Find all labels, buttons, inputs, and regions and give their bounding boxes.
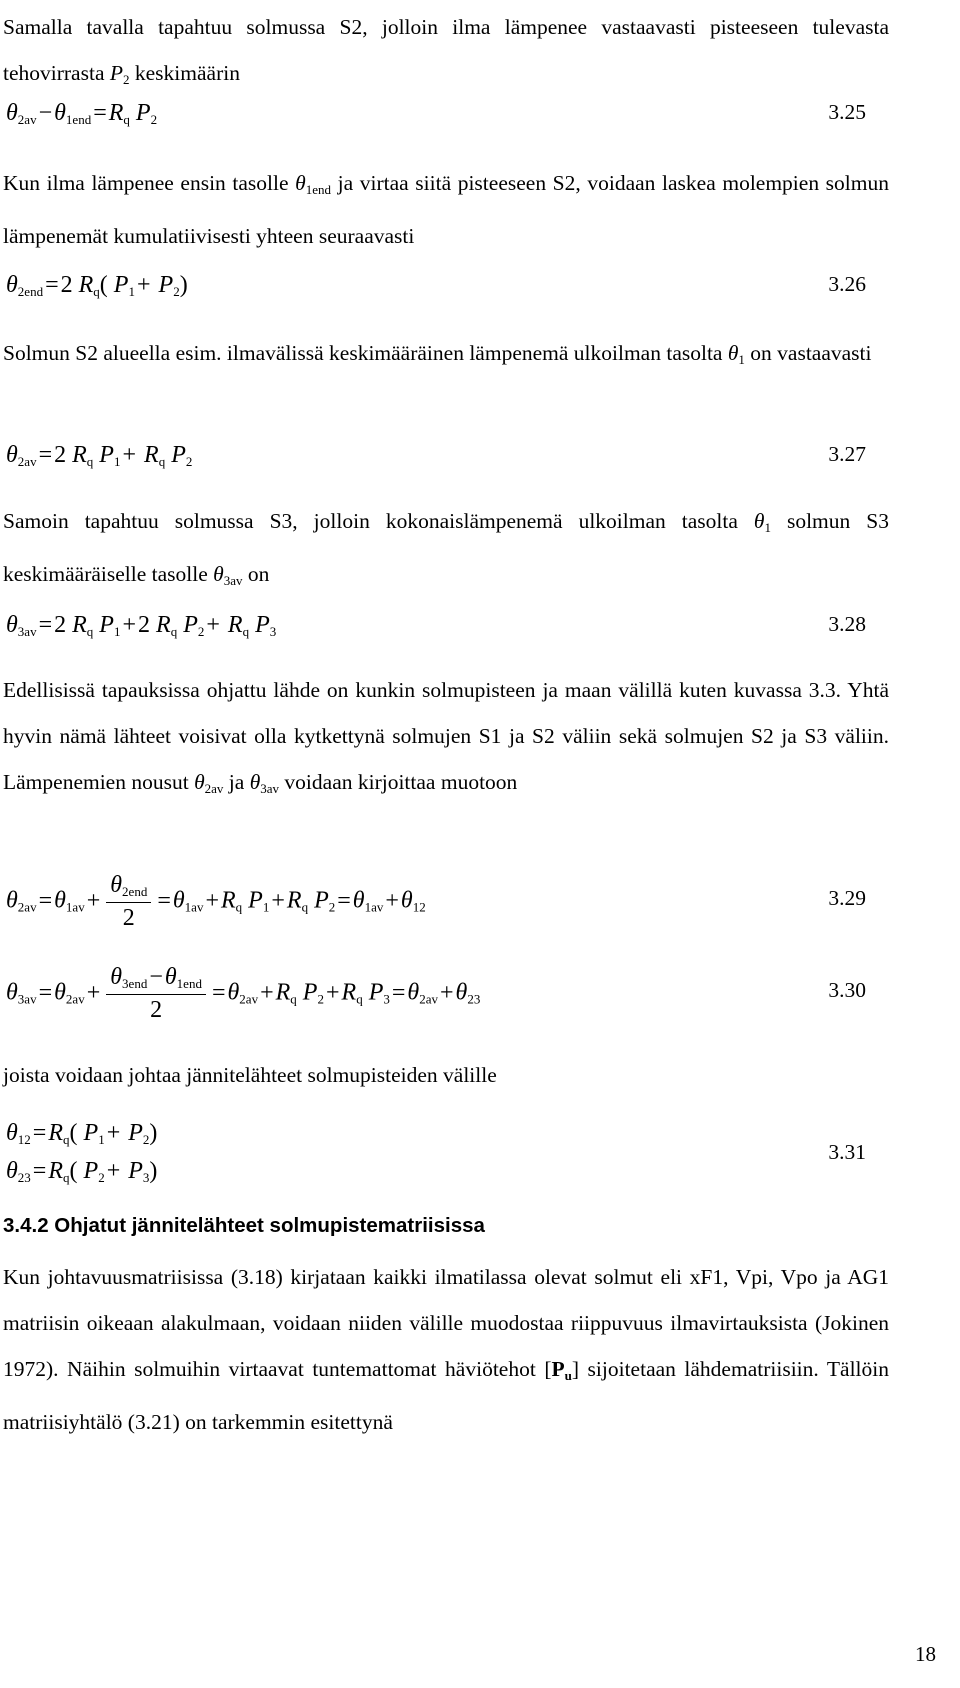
equation-number: 3.28 [828, 612, 866, 636]
paragraph-4: Samoin tapahtuu solmussa S3, jolloin kokonaislämpenemä ulkoilman tasolta $\theta_1$ solmun S3 keskimääräiselle tasolle $\theta_{3av}$ on [3, 509, 889, 588]
paragraph-3: Solmun S2 alueella esim. ilmavälissä keskimääräinen lämpenemä ulkoilman tasolta $\theta_1$ on vastaavasti [3, 341, 872, 367]
paragraph-1: Samalla tavalla tapahtuu solmussa S2, jolloin ilma lämpenee vastaavasti pisteeseen tulevasta tehovirrasta $P_2$ keskimäärin [3, 15, 889, 87]
equation-number: 3.27 [828, 442, 866, 466]
equation-number: 3.25 [828, 100, 866, 124]
section-heading: 3.4.2 Ohjatut jännitelähteet solmupistematriisissa [3, 1214, 485, 1237]
paragraph-7: Kun johtavuusmatriisissa (3.18) kirjataan kaikki ilmatilassa olevat solmut eli xF1, Vpi, Vpo ja AG1 matriisin oikeaan alakulmaan, voidaan niiden välille muodostaa riippuvuus ilmavirtauksista (Jokinen 1972). Näihin solmuihin virtaavat tuntemattomat häviötehot $[P_u]$ sijoitetaan lähdematriisiin. Tällöin matriisiyhtälö (3.21) on tarkemmin esitettynä [3, 1265, 889, 1434]
paragraph-5: Edellisissä tapauksissa ohjattu lähde on kunkin solmupisteen ja maan välillä kuten kuvassa 3.3. Yhtä hyvin nämä lähteet voisivat olla kytkettynä solmujen S1 ja S2 väliin sekä solmujen S2 ja S3 väliin. Lämpenemien nousut $\theta_{2av}$ ja $\theta_{3av}$ voidaan kirjoittaa muotoon [3, 678, 889, 796]
equation-3-29: $\theta_{2av}=\theta_{1av}+$ $\frac{\theta_{2end}}{2}$ $=\theta_{1av}+R_q$ $P_1+R_q$ $P_2=\theta_{1av}+\theta_{12}$ 3.29 [6, 872, 866, 931]
paragraph-2: Kun ilma lämpenee ensin tasolle $\theta_{1end}$ ja virtaa siitä pisteeseen S2, voidaan laskea molempien solmun lämpenemät kumulatiivisesti yhteen seuraavasti [3, 171, 889, 248]
equation-3-31: $\theta_{12}=R_q$( $P_1+ P_2$) $\theta_{23}=R_q$( $P_2+ P_3$) 3.31 [6, 1120, 866, 1185]
equation-number: 3.29 [828, 886, 866, 910]
equation-3-30: $\theta_{3av}=\theta_{2av}+$ $\frac{\theta_{3end}-\theta_{1end}}{2}$ $=\theta_{2av}+R_q$ $P_2+R_q$ $P_3=\theta_{2av}+\theta_{23}$ 3.30 [6, 964, 866, 1023]
equation-number: 3.30 [828, 978, 866, 1002]
paragraph-6: joista voidaan johtaa jännitelähteet solmupisteiden välille [3, 1063, 497, 1087]
document-page: Samalla tavalla tapahtuu solmussa S2, jolloin ilma lämpenee vastaavasti pisteeseen tulevasta tehovirrasta $P_2$ keskimäärin $\theta_{2av}-\theta_{1end}=R_q$ $P_2$ 3.25 Kun ilma lämpenee ensin tasolle $\theta_{1end}$ ja virtaa siitä pisteeseen S2, voidaan laskea molempien solmun lämpenemät kumulatiivisesti yhteen seuraavasti $\theta_{2end}=2$ $R_q$( $P_1+ P_2$) 3.26 Solmun S2 alueella esim. ilmavälissä keskimääräinen lämpenemä ulkoilman tasolta $\theta_1$ on vastaavasti $\theta_{2av}=2$ $R_q$ $P_1+ R_q$ $P_2$ 3.27 Samoin tapahtuu solmussa S3, jolloin kokonaislämpenemä ulkoilman tasolta $\theta_1$ solmun S3 keskimääräiselle tasolle $\theta_{3av}$ on $\theta_{3av}=2$ $R_q$ $P_1+2$ $R_q$ $P_2+ R_q$ $P_3$ 3.28 Edellisissä tapauksissa ohjattu lähde on kunkin solmupisteen ja maan välillä kuten kuvassa 3.3. Yhtä hyvin nämä lähteet voisivat olla kytkettynä solmujen S1 ja S2 väliin sekä solmujen S2 ja S3 väliin. Lämpenemien nousut $\theta_{2av}$ ja $\theta_{3av}$ voidaan kirjoittaa muotoon $\theta_{2av}=\theta_{1av}+$ $\frac{\theta_{2end}}{2}$ $=\theta_{1av}+R_q$ $P_1+R_q$ $P_2=\theta_{1av}+\theta_{12}$ 3.29 $\theta_{3av}=\theta_{2av}+$ $\frac{\theta_{3end}-\theta_{1end}}{2}$ $=\theta_{2av}+R_q$ $P_2+R_q$ $P_3=\theta_{2av}+\theta_{23}$ 3.30 joista voidaan johtaa jännitelähteet solmupisteiden välille $\theta_{12}=R_q$( $P_1+ P_2$) $\theta_{23}=R_q$( $P_2+ P_3$) 3.31 3.4.2 Ohjatut jännitelähteet solmupistematriisissa Kun johtavuusmatriisissa (3.18) kirjataan kaikki ilmatilassa olevat solmut eli xF1, Vpi, Vpo ja AG1 matriisin oikeaan alakulmaan, voidaan niiden välille muodostaa riippuvuus ilmavirtauksista (Jokinen 1972). Näihin solmuihin virtaavat tuntemattomat häviötehot $[P_u]$ sijoitetaan lähdematriisiin. Tällöin matriisiyhtälö (3.21) on tarkemmin esitettynä 18 [0, 0, 960, 1688]
equation-number: 3.26 [828, 272, 866, 296]
page-number: 18 [915, 1642, 936, 1666]
equation-number: 3.31 [828, 1140, 866, 1164]
